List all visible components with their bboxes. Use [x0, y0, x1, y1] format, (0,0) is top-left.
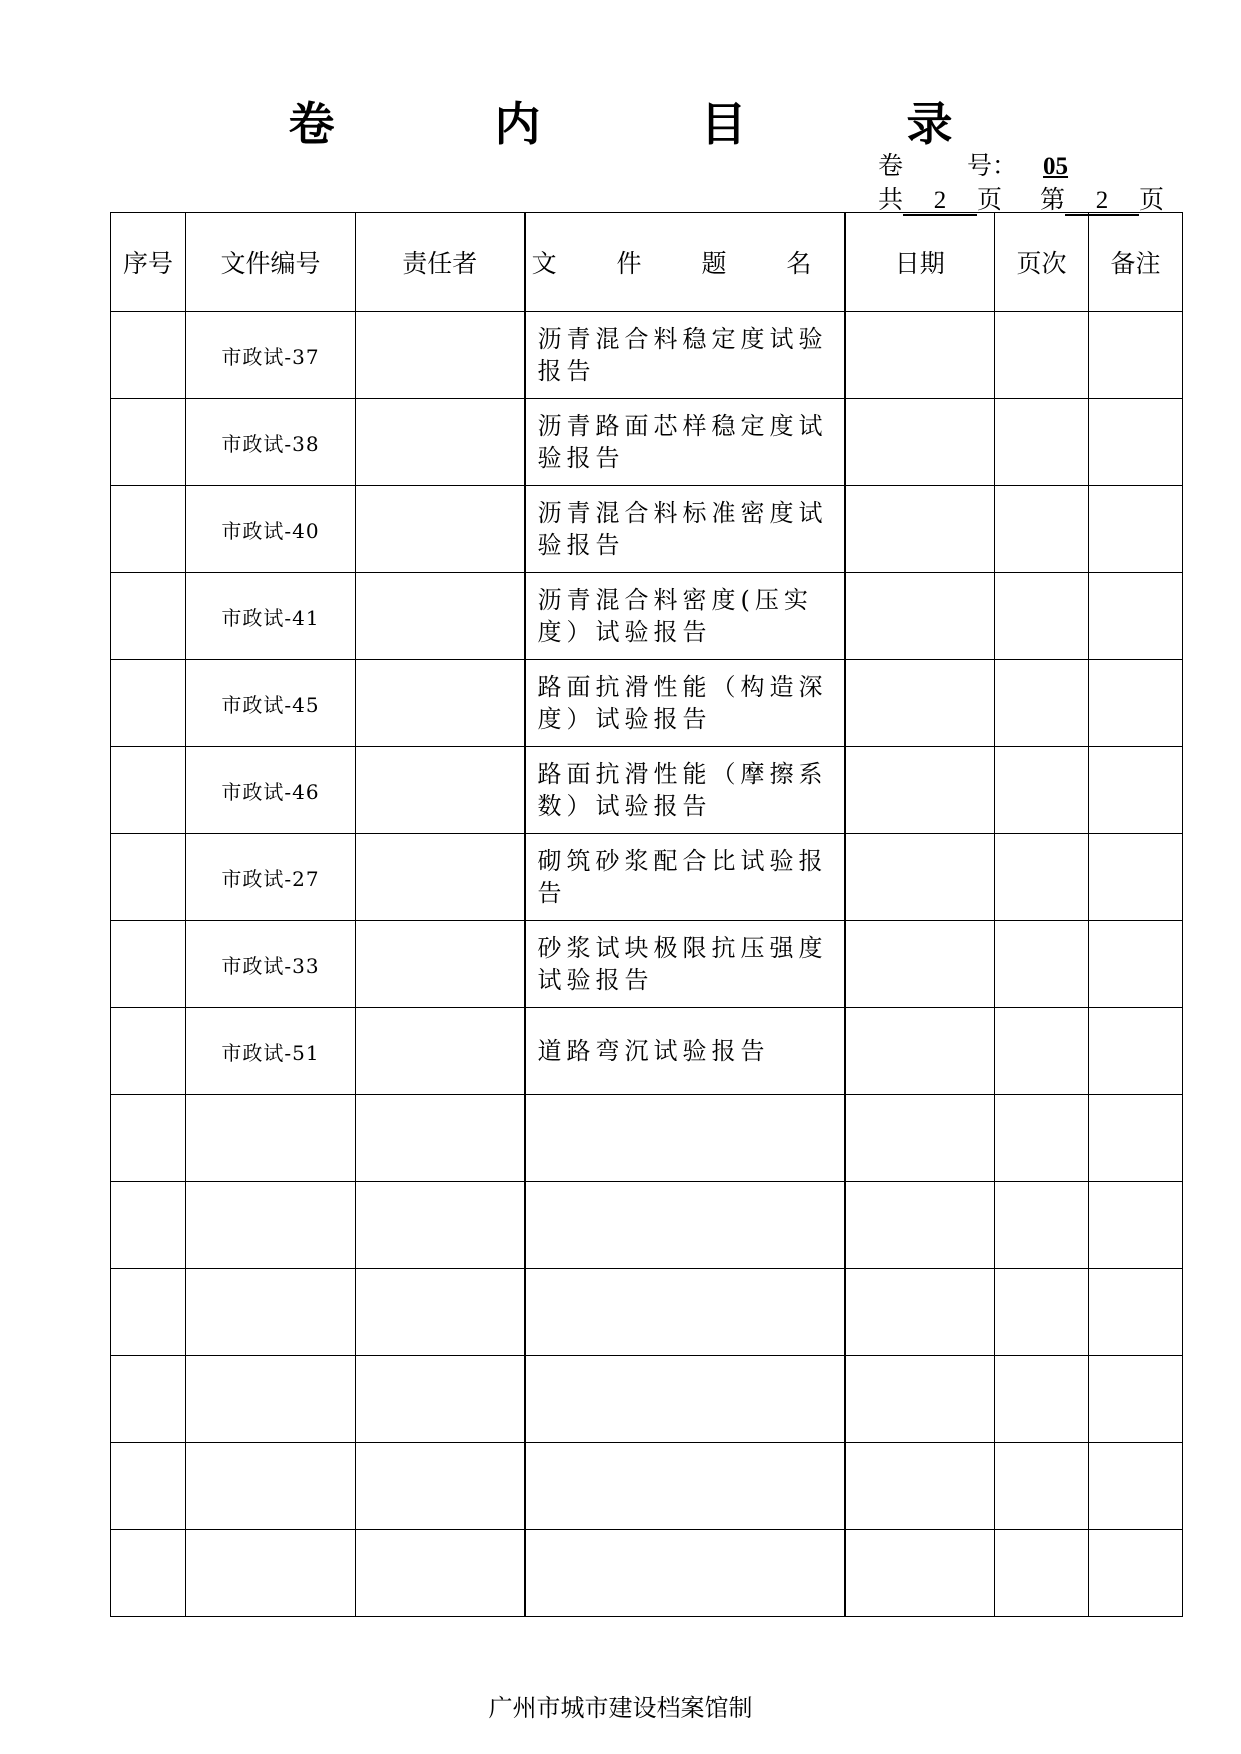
- cell-date: [845, 1008, 995, 1095]
- header-note: 备注: [1089, 213, 1183, 312]
- header-author: 责任者: [356, 213, 525, 312]
- cell-code: [186, 1182, 356, 1269]
- current-prefix: 第: [1040, 185, 1066, 214]
- cell-page: [995, 486, 1089, 573]
- cell-code: 市政试-51: [186, 1008, 356, 1095]
- cell-note: [1089, 486, 1183, 573]
- table-row: [111, 1443, 1183, 1530]
- header-code: 文件编号: [186, 213, 356, 312]
- table-row: [111, 834, 1183, 921]
- cell-title: [525, 1182, 845, 1269]
- cell-code: [186, 1269, 356, 1356]
- pagination: [878, 180, 1164, 216]
- cell-seq: [111, 921, 186, 1008]
- cell-note: [1089, 1095, 1183, 1182]
- cell-author: [356, 573, 525, 660]
- cell-author: [356, 834, 525, 921]
- cell-date: [845, 399, 995, 486]
- table-row: [111, 1356, 1183, 1443]
- cell-title: 砌筑砂浆配合比试验报告: [525, 834, 845, 921]
- cell-seq: [111, 1095, 186, 1182]
- total-pages: 2: [903, 188, 977, 216]
- header-seq: 序号: [111, 213, 186, 312]
- cell-note: [1089, 1356, 1183, 1443]
- cell-title: 道路弯沉试验报告: [525, 1008, 845, 1095]
- table-row: [111, 660, 1183, 747]
- table-row: [111, 1269, 1183, 1356]
- cell-seq: [111, 1269, 186, 1356]
- cell-author: [356, 1008, 525, 1095]
- header-row: [111, 213, 1183, 312]
- cell-code: 市政试-45: [186, 660, 356, 747]
- cell-date: [845, 1182, 995, 1269]
- table-row: [111, 1182, 1183, 1269]
- cell-date: [845, 1269, 995, 1356]
- cell-title: [525, 1269, 845, 1356]
- cell-seq: [111, 1443, 186, 1530]
- cell-date: [845, 312, 995, 399]
- cell-date: [845, 573, 995, 660]
- cell-code: 市政试-33: [186, 921, 356, 1008]
- cell-code: 市政试-46: [186, 747, 356, 834]
- cell-page: [995, 1443, 1089, 1530]
- contents-table: [110, 212, 1183, 1617]
- volume-value: 05: [1043, 153, 1069, 180]
- cell-title: 砂浆试块极限抗压强度试验报告: [525, 921, 845, 1008]
- cell-author: [356, 486, 525, 573]
- cell-date: [845, 1356, 995, 1443]
- cell-title: 沥青混合料稳定度试验报告: [525, 312, 845, 399]
- page-title: 卷 内 目 录: [288, 97, 1025, 151]
- cell-author: [356, 921, 525, 1008]
- table-row: [111, 1008, 1183, 1095]
- table-row: [111, 1530, 1183, 1617]
- header-page: 页次: [995, 213, 1089, 312]
- cell-page: [995, 312, 1089, 399]
- table-row: [111, 486, 1183, 573]
- cell-note: [1089, 747, 1183, 834]
- table-row: [111, 921, 1183, 1008]
- cell-note: [1089, 1182, 1183, 1269]
- cell-code: [186, 1356, 356, 1443]
- cell-page: [995, 1356, 1089, 1443]
- cell-author: [356, 1356, 525, 1443]
- cell-author: [356, 399, 525, 486]
- cell-seq: [111, 1182, 186, 1269]
- cell-seq: [111, 1530, 186, 1617]
- cell-seq: [111, 399, 186, 486]
- cell-title: 沥青混合料标准密度试验报告: [525, 486, 845, 573]
- cell-page: [995, 1008, 1089, 1095]
- cell-seq: [111, 834, 186, 921]
- cell-page: [995, 660, 1089, 747]
- cell-date: [845, 486, 995, 573]
- cell-note: [1089, 573, 1183, 660]
- cell-page: [995, 1530, 1089, 1617]
- cell-author: [356, 1443, 525, 1530]
- current-suffix: 页: [1139, 185, 1165, 214]
- cell-note: [1089, 1269, 1183, 1356]
- cell-title: 沥青路面芯样稳定度试验报告: [525, 399, 845, 486]
- cell-note: [1089, 399, 1183, 486]
- current-page: 2: [1065, 188, 1139, 216]
- cell-seq: [111, 1008, 186, 1095]
- cell-author: [356, 660, 525, 747]
- header-date: 日期: [845, 213, 995, 312]
- cell-page: [995, 834, 1089, 921]
- cell-seq: [111, 573, 186, 660]
- footer-issuer: 广州市城市建设档案馆制: [488, 1694, 753, 1722]
- volume-label-suffix: 号：: [967, 151, 1018, 180]
- cell-seq: [111, 312, 186, 399]
- cell-author: [356, 1269, 525, 1356]
- cell-note: [1089, 1443, 1183, 1530]
- cell-note: [1089, 1008, 1183, 1095]
- cell-note: [1089, 312, 1183, 399]
- cell-code: [186, 1530, 356, 1617]
- cell-page: [995, 1182, 1089, 1269]
- cell-page: [995, 573, 1089, 660]
- volume-number: [878, 146, 1068, 182]
- cell-title: [525, 1095, 845, 1182]
- cell-code: [186, 1095, 356, 1182]
- cell-date: [845, 1530, 995, 1617]
- cell-date: [845, 921, 995, 1008]
- cell-date: [845, 1443, 995, 1530]
- cell-author: [356, 1095, 525, 1182]
- cell-author: [356, 1530, 525, 1617]
- cell-date: [845, 660, 995, 747]
- cell-date: [845, 1095, 995, 1182]
- total-prefix: 共: [878, 185, 904, 214]
- table-row: [111, 747, 1183, 834]
- cell-author: [356, 747, 525, 834]
- header-title: 文 件 题 名: [525, 213, 845, 312]
- cell-title: [525, 1530, 845, 1617]
- cell-seq: [111, 1356, 186, 1443]
- volume-label: 卷: [878, 151, 904, 180]
- cell-title: [525, 1443, 845, 1530]
- cell-code: 市政试-41: [186, 573, 356, 660]
- cell-title: 路面抗滑性能（摩擦系数）试验报告: [525, 747, 845, 834]
- cell-page: [995, 921, 1089, 1008]
- cell-seq: [111, 660, 186, 747]
- cell-date: [845, 834, 995, 921]
- cell-page: [995, 399, 1089, 486]
- cell-code: 市政试-38: [186, 399, 356, 486]
- cell-page: [995, 1269, 1089, 1356]
- cell-title: [525, 1356, 845, 1443]
- cell-code: 市政试-40: [186, 486, 356, 573]
- table-row: [111, 312, 1183, 399]
- cell-code: [186, 1443, 356, 1530]
- cell-note: [1089, 834, 1183, 921]
- total-suffix: 页: [977, 185, 1003, 214]
- cell-title: 沥青混合料密度(压实度）试验报告: [525, 573, 845, 660]
- table-row: [111, 573, 1183, 660]
- cell-note: [1089, 921, 1183, 1008]
- cell-code: 市政试-27: [186, 834, 356, 921]
- cell-seq: [111, 486, 186, 573]
- table-row: [111, 399, 1183, 486]
- table-row: [111, 1095, 1183, 1182]
- cell-page: [995, 1095, 1089, 1182]
- cell-note: [1089, 1530, 1183, 1617]
- cell-author: [356, 312, 525, 399]
- cell-author: [356, 1182, 525, 1269]
- cell-code: 市政试-37: [186, 312, 356, 399]
- cell-page: [995, 747, 1089, 834]
- cell-seq: [111, 747, 186, 834]
- cell-title: 路面抗滑性能（构造深度）试验报告: [525, 660, 845, 747]
- cell-date: [845, 747, 995, 834]
- cell-note: [1089, 660, 1183, 747]
